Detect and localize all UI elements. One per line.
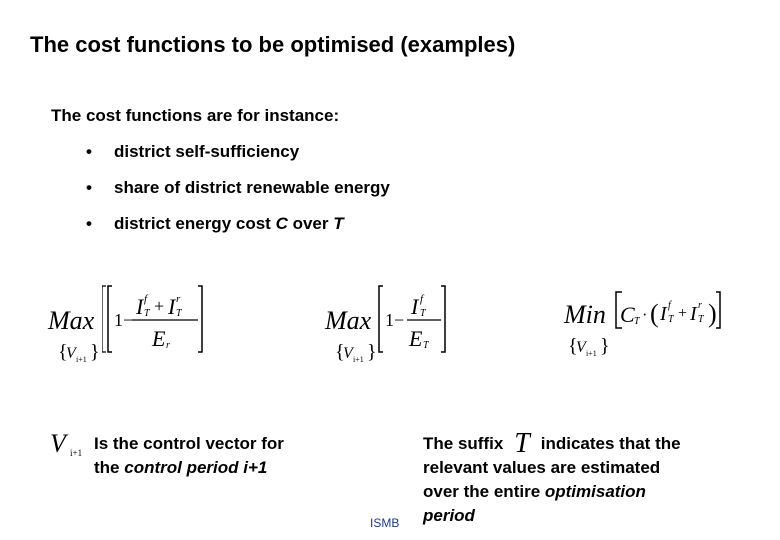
svg-text:V: V [576, 339, 586, 356]
svg-text:I: I [411, 294, 419, 319]
svg-text:I: I [660, 303, 667, 325]
note-text: over the entire [423, 482, 545, 501]
suffix-note [423, 428, 743, 528]
intro-text: The cost functions are for instance: [51, 106, 340, 125]
svg-text:r: r [176, 293, 181, 305]
svg-text:1−: 1− [385, 310, 405, 330]
svg-text:E: E [409, 326, 423, 351]
note-line: Is the control vector for [94, 434, 284, 453]
svg-text:T: T [176, 308, 182, 319]
control-vector-set [335, 338, 385, 368]
note-text-italic: control period i+1 [124, 458, 268, 477]
bullet-marker: • [86, 142, 92, 161]
svg-text:I: I [168, 294, 176, 319]
formula-renewable-share [325, 282, 455, 372]
svg-text:I: I [690, 303, 697, 325]
svg-text:T: T [698, 314, 704, 325]
svg-text:+: + [678, 305, 688, 322]
page-title: The cost functions to be optimised (examples) [30, 32, 516, 57]
list-item [86, 178, 390, 198]
svg-text:): ) [708, 299, 717, 328]
svg-text:f: f [668, 300, 671, 311]
note-line: relevant values are estimated [423, 458, 661, 477]
bullet-marker: • [86, 214, 92, 233]
svg-text:I: I [136, 294, 144, 319]
note-line [94, 456, 284, 480]
svg-text:r: r [166, 340, 170, 351]
formula-self-sufficiency [48, 282, 208, 372]
formula-bracket [612, 284, 724, 334]
min-label: Min [564, 300, 606, 329]
bullet-variable-c: C [275, 214, 288, 233]
svg-text:T: T [634, 316, 640, 327]
control-vector-note [94, 432, 284, 480]
svg-text:C: C [620, 302, 635, 327]
svg-text:{: { [335, 341, 345, 363]
svg-text:E: E [152, 326, 166, 351]
svg-text:}: } [90, 341, 100, 363]
svg-text:T: T [423, 340, 429, 351]
bullet-variable-t: T [333, 214, 344, 233]
svg-text:}: } [600, 335, 610, 357]
footer-logo-text: ISMB [370, 516, 400, 530]
note-text-italic: period [423, 506, 475, 525]
svg-text:T: T [420, 308, 426, 319]
control-vector-set [58, 338, 108, 368]
svg-text:T: T [668, 314, 674, 325]
svg-text:i+1: i+1 [70, 448, 83, 458]
bullet-marker: • [86, 178, 92, 197]
bullet-text: district energy cost [114, 214, 276, 233]
formula-bracket [102, 282, 212, 372]
control-vector-set [568, 332, 618, 362]
note-line [423, 480, 743, 504]
svg-text:V: V [343, 345, 353, 362]
list-item [86, 142, 299, 162]
note-text: The suffix [423, 434, 504, 453]
suffix-t-symbol: T [514, 428, 530, 459]
svg-text:·: · [642, 307, 648, 324]
svg-text:{: { [568, 335, 578, 357]
svg-text:i+1: i+1 [353, 355, 364, 364]
formula-bracket [377, 282, 453, 362]
bullet-text: district self-sufficiency [114, 142, 300, 161]
svg-text:T: T [144, 308, 150, 319]
svg-text:i+1: i+1 [586, 349, 597, 358]
svg-text:+: + [154, 296, 165, 316]
control-vector-symbol [50, 428, 90, 462]
svg-text:{: { [58, 341, 68, 363]
svg-text:(: ( [650, 299, 659, 328]
bullet-text: over [287, 214, 334, 233]
max-label: Max [325, 306, 372, 335]
note-text: indicates that the [540, 434, 681, 453]
svg-text:r: r [698, 300, 702, 311]
note-text: the [94, 458, 125, 477]
svg-text:1−: 1− [114, 310, 134, 330]
svg-text:V: V [50, 429, 66, 458]
svg-text:f: f [144, 293, 148, 305]
max-label: Max [48, 306, 95, 335]
list-item [86, 214, 344, 234]
svg-text:V: V [66, 345, 76, 362]
note-line [423, 504, 743, 528]
note-line [423, 428, 743, 459]
svg-text:}: } [367, 341, 377, 363]
formula-energy-cost [564, 284, 724, 364]
svg-text:f: f [420, 293, 424, 305]
note-text-italic: optimisation [544, 482, 646, 501]
bullet-text: share of district renewable energy [114, 178, 390, 197]
svg-text:i+1: i+1 [76, 355, 87, 364]
